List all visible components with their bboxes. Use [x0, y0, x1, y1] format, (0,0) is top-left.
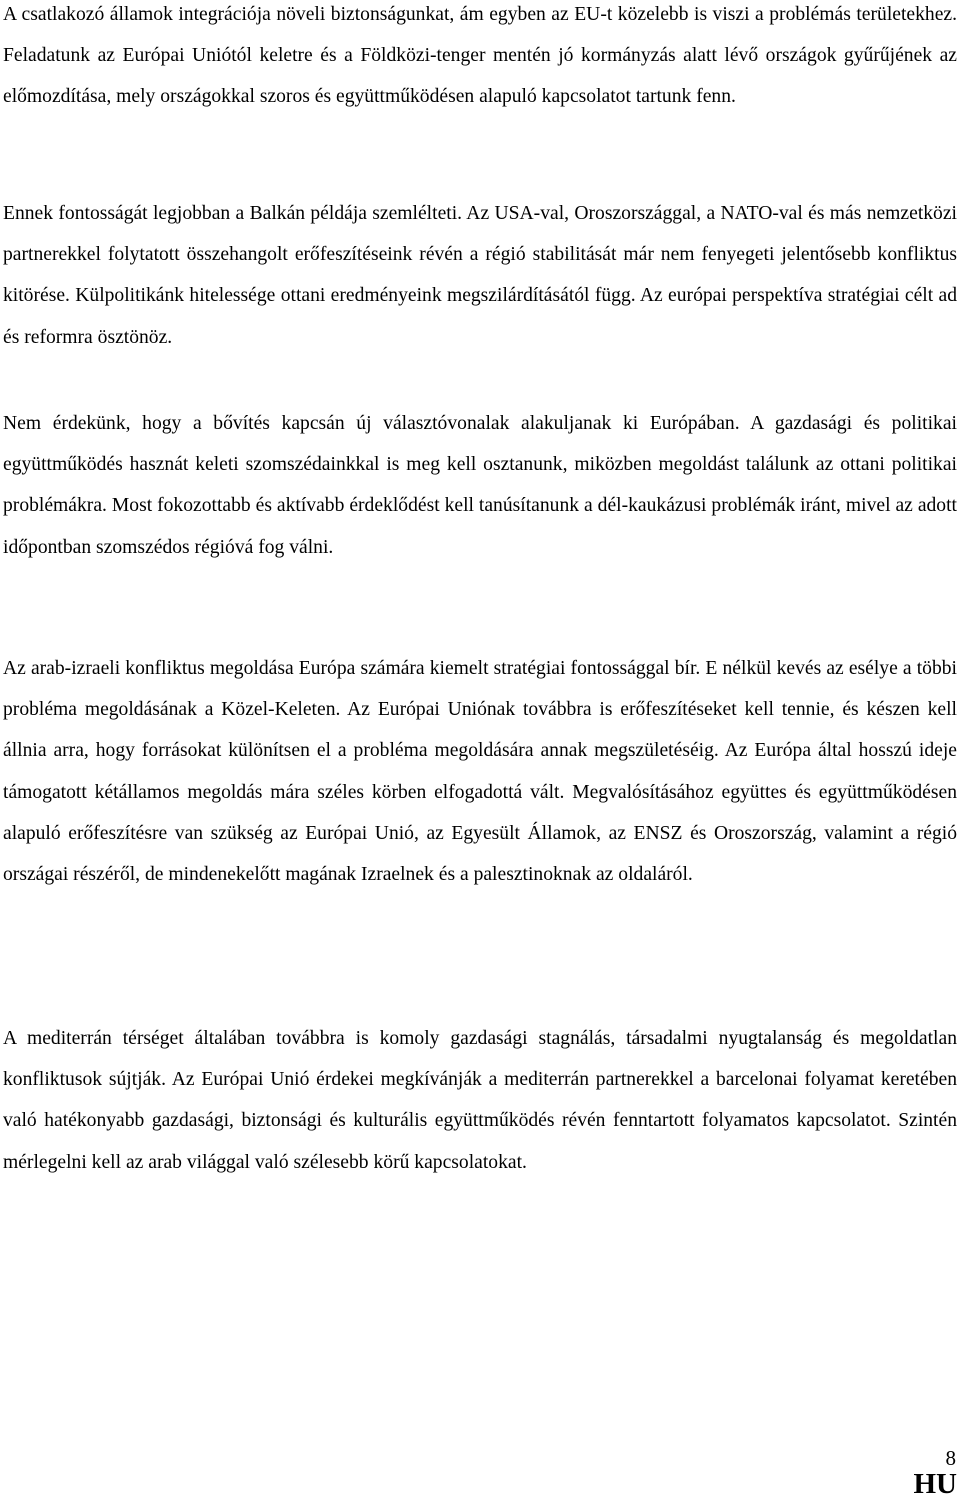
language-code: HU — [913, 1468, 957, 1500]
paragraph-accession-integration: A csatlakozó államok integrációja növeli biztonságunkat, ám egyben az EU-t közelebb is viszi a problémás területekhez. Feladatunk az Európai Uniótól keletre és a Földközi-tenger mentén jó kormányzás alatt lévő országok gyűrűjének az előmozdítása, mely országokkal szoros és együttműködésen alapuló kapcsolatot tartunk fenn. — [3, 4, 957, 108]
paragraph-balkans: Ennek fontosságát legjobban a Balkán példája szemlélteti. Az USA-val, Oroszországgal, a NATO-val és más nemzetközi partnerekkel folytatott összehangolt erőfeszítéseink révén a régió stabilitását már nem fenyegeti jelentősebb konfliktus kitörése. Külpolitikánk hitelessége ottani eredményeink megszilárdításától függ. Az európai perspektíva stratégiai célt ad és reformra ösztönöz. — [3, 203, 957, 348]
paragraph-mediterranean: A mediterrán térséget általában továbbra is komoly gazdasági stagnálás, társadalmi nyugtalanság és megoldatlan konfliktusok sújtják. Az Európai Unió érdekei megkívánják a mediterrán partnerekkel a barcelonai folyamat keretében való hatékonyabb gazdasági, biztonsági és kulturális együttműködés révén fenntartott folyamatos kapcsolatot. Szintén mérlegelni kell az arab világgal való szélesebb körű kapcsolatokat. — [3, 1028, 957, 1173]
paragraph-arab-israeli-conflict: Az arab-izraeli konfliktus megoldása Európa számára kiemelt stratégiai fontossággal bír. E nélkül kevés az esélye a többi probléma megoldásának a Közel-Keleten. Az Európai Uniónak továbbra is erőfeszítéseket kell tennie, és készen kell állnia arra, hogy forrásokat különítsen el a probléma megoldására annak megszületéséig. Az Európa által hosszú ideje támogatott kétállamos megoldás mára széles körben elfogadottá vált. Megvalósításához együttes és együttműködésen alapuló erőfeszítésre van szükség az Európai Unió, az Egyesült Államok, az ENSZ és Oroszország, valamint a régió országai részéről, de mindenekelőtt magának Izraelnek és a palesztinoknak az oldaláról. — [3, 658, 957, 886]
page-number: 8 — [945, 1446, 956, 1470]
paragraph-eastern-neighbours: Nem érdekünk, hogy a bővítés kapcsán új választóvonalak alakuljanak ki Európában. A gazdasági és politikai együttműködés hasznát keleti szomszédainkkal is meg kell osztanunk, miközben megoldást találunk az ottani politikai problémákra. Most fokozottabb és aktívabb érdeklődést kell tanúsítanunk a dél-kaukázusi problémák iránt, mivel az adott időpontban szomszédos régióvá fog válni. — [3, 413, 957, 558]
